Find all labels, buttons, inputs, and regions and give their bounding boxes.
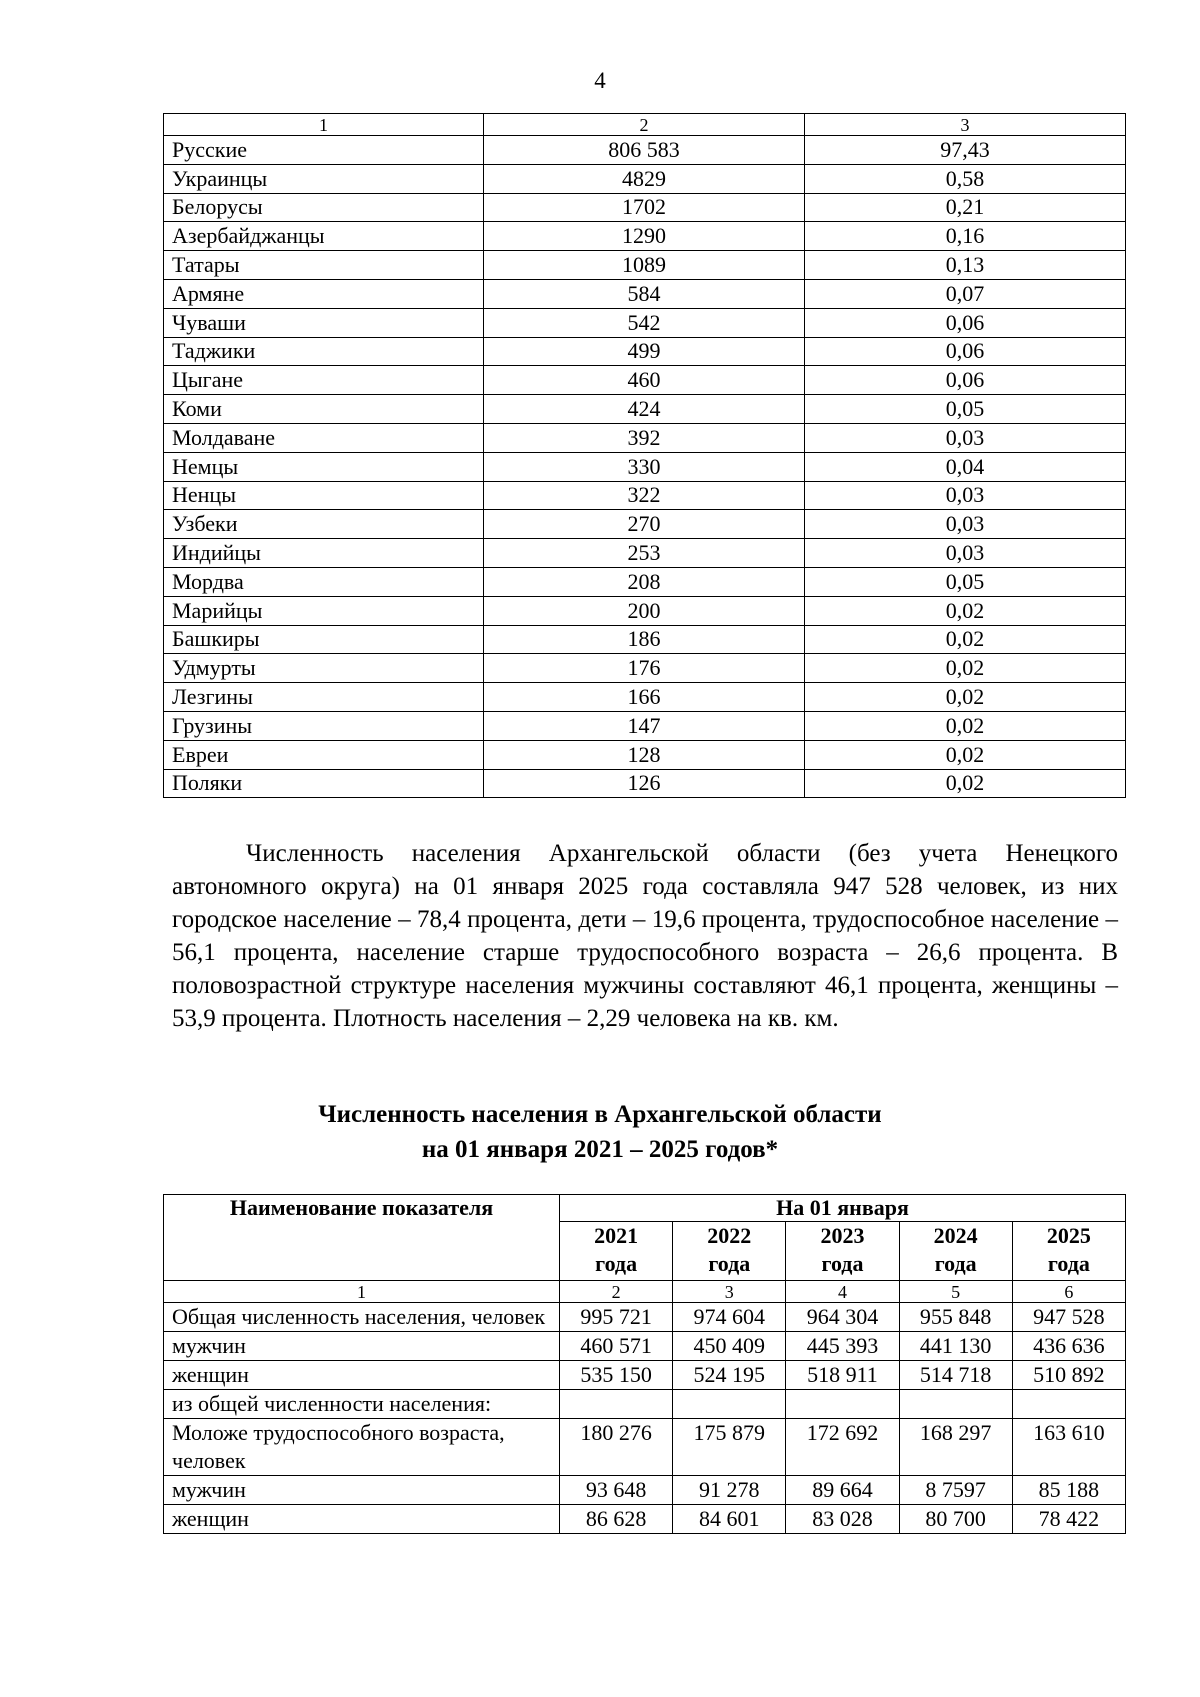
- population-share: 0,02: [805, 625, 1126, 654]
- indicator-value: [673, 1390, 786, 1419]
- year-header: [1012, 1222, 1125, 1281]
- population-count: 253: [484, 539, 805, 568]
- population-count: 1089: [484, 251, 805, 280]
- population-share: 0,13: [805, 251, 1126, 280]
- ethnic-group-name: Цыгане: [164, 366, 484, 395]
- table-row: [164, 1390, 1126, 1419]
- population-share: 0,02: [805, 596, 1126, 625]
- population-count: 200: [484, 596, 805, 625]
- population-share: 0,03: [805, 539, 1126, 568]
- population-count: 147: [484, 711, 805, 740]
- indicator-label: мужчин: [164, 1476, 560, 1505]
- column-number-row: [164, 114, 1126, 136]
- year-suffix: года: [595, 1251, 638, 1276]
- indicator-value: 436 636: [1012, 1332, 1125, 1361]
- population-share: 0,03: [805, 510, 1126, 539]
- population-count: 1290: [484, 222, 805, 251]
- population-share: 0,58: [805, 164, 1126, 193]
- table-row: [164, 366, 1126, 395]
- table-row: [164, 539, 1126, 568]
- table-row: [164, 1332, 1126, 1361]
- table-row: [164, 164, 1126, 193]
- page-number: 4: [594, 68, 606, 93]
- ethnic-group-name: Татары: [164, 251, 484, 280]
- ethnic-group-name: Поляки: [164, 769, 484, 798]
- table-row: [164, 1476, 1126, 1505]
- indicator-value: 441 130: [899, 1332, 1012, 1361]
- indicator-value: 8 7597: [899, 1476, 1012, 1505]
- table-row: [164, 136, 1126, 165]
- population-share: 0,21: [805, 193, 1126, 222]
- indicator-value: 974 604: [673, 1303, 786, 1332]
- indicator-value: [1012, 1390, 1125, 1419]
- population-share: 0,02: [805, 769, 1126, 798]
- table-title-line: Численность населения в Архангельской области: [318, 1101, 882, 1128]
- table-row: [164, 740, 1126, 769]
- indicator-label: Общая численность населения, человек: [164, 1303, 560, 1332]
- ethnic-group-name: Индийцы: [164, 539, 484, 568]
- indicator-label: женщин: [164, 1505, 560, 1534]
- indicator-value: 995 721: [560, 1303, 673, 1332]
- population-count: 176: [484, 654, 805, 683]
- indicator-value: 518 911: [786, 1361, 899, 1390]
- population-count: 208: [484, 567, 805, 596]
- indicator-value: 510 892: [1012, 1361, 1125, 1390]
- ethnic-group-name: Ненцы: [164, 481, 484, 510]
- table-row: [164, 1361, 1126, 1390]
- year-value: 2022: [707, 1223, 752, 1248]
- column-number: 1: [164, 1281, 560, 1303]
- table-row: [164, 193, 1126, 222]
- ethnic-group-name: Армяне: [164, 279, 484, 308]
- ethnic-group-name: Узбеки: [164, 510, 484, 539]
- indicator-value: 91 278: [673, 1476, 786, 1505]
- indicator-label: Моложе трудоспособного возраста, человек: [164, 1419, 560, 1476]
- indicator-value: 947 528: [1012, 1303, 1125, 1332]
- year-value: 2024: [933, 1223, 978, 1248]
- population-count: 584: [484, 279, 805, 308]
- indicator-value: 445 393: [786, 1332, 899, 1361]
- year-header: [899, 1222, 1012, 1281]
- indicator-value: 78 422: [1012, 1505, 1125, 1534]
- population-share: 0,03: [805, 481, 1126, 510]
- population-share: 0,06: [805, 308, 1126, 337]
- indicator-label: мужчин: [164, 1332, 560, 1361]
- population-count: 392: [484, 423, 805, 452]
- population-count: 460: [484, 366, 805, 395]
- population-share: 0,07: [805, 279, 1126, 308]
- ethnic-group-name: Удмурты: [164, 654, 484, 683]
- indicator-value: 83 028: [786, 1505, 899, 1534]
- table-row: [164, 683, 1126, 712]
- table-row: [164, 711, 1126, 740]
- population-count: 424: [484, 395, 805, 424]
- indicator-label: из общей численности населения:: [164, 1390, 560, 1419]
- indicator-value: 86 628: [560, 1505, 673, 1534]
- population-count: 542: [484, 308, 805, 337]
- table-title-line: на 01 января 2021 – 2025 годов*: [421, 1136, 779, 1163]
- population-share: 0,05: [805, 395, 1126, 424]
- indicator-value: 964 304: [786, 1303, 899, 1332]
- population-count: 126: [484, 769, 805, 798]
- column-number: 3: [673, 1281, 786, 1303]
- table-row: [164, 308, 1126, 337]
- indicator-value: 460 571: [560, 1332, 673, 1361]
- year-header: [786, 1222, 899, 1281]
- population-count: 806 583: [484, 136, 805, 165]
- ethnic-group-name: Мордва: [164, 567, 484, 596]
- table-row: [164, 625, 1126, 654]
- year-header: [560, 1222, 673, 1281]
- population-share: 0,04: [805, 452, 1126, 481]
- ethnic-group-name: Лезгины: [164, 683, 484, 712]
- table-row: [164, 769, 1126, 798]
- indicator-value: [786, 1390, 899, 1419]
- population-count: 499: [484, 337, 805, 366]
- column-number: 1: [164, 114, 484, 136]
- ethnic-group-name: Азербайджанцы: [164, 222, 484, 251]
- ethnic-group-name: Чуваши: [164, 308, 484, 337]
- indicator-value: 450 409: [673, 1332, 786, 1361]
- population-count: 330: [484, 452, 805, 481]
- population-share: 0,02: [805, 683, 1126, 712]
- population-share: 0,02: [805, 740, 1126, 769]
- population-share: 0,03: [805, 423, 1126, 452]
- column-number: 5: [899, 1281, 1012, 1303]
- table-row: [164, 654, 1126, 683]
- indicator-value: 172 692: [786, 1419, 899, 1476]
- column-number: 4: [786, 1281, 899, 1303]
- population-count: 166: [484, 683, 805, 712]
- table-row: [164, 251, 1126, 280]
- year-value: 2021: [594, 1223, 639, 1248]
- population-share: 0,06: [805, 337, 1126, 366]
- population-count: 322: [484, 481, 805, 510]
- year-value: 2025: [1046, 1223, 1091, 1248]
- ethnic-group-name: Немцы: [164, 452, 484, 481]
- table-row: [164, 1505, 1126, 1534]
- year-suffix: года: [821, 1251, 864, 1276]
- ethnic-group-name: Марийцы: [164, 596, 484, 625]
- body-paragraph: Численность населения Архангельской области (без учета Ненецкого автономного округа) на 01 января 2025 года составляла 947 528 человек, из них городское население – 78,4 процента, дети – 19,6 процента, трудоспособное население – 56,1 процента, население старше трудоспособного возраста – 26,6 процента. В половозрастной структуре населения мужчины составляют 46,1 процента, женщины – 53,9 процента. Плотность населения – 2,29 человека на кв. км.: [172, 840, 1118, 1032]
- table-row: [164, 510, 1126, 539]
- ethnic-group-name: Таджики: [164, 337, 484, 366]
- table-row: [164, 395, 1126, 424]
- population-share: 0,02: [805, 711, 1126, 740]
- table-row: [164, 481, 1126, 510]
- year-value: 2023: [820, 1223, 865, 1248]
- year-header: [673, 1222, 786, 1281]
- ethnic-composition-table: [163, 113, 1126, 798]
- population-share: 0,16: [805, 222, 1126, 251]
- population-share: 0,02: [805, 654, 1126, 683]
- year-suffix: года: [934, 1251, 977, 1276]
- indicator-value: 84 601: [673, 1505, 786, 1534]
- table-row: [164, 279, 1126, 308]
- table-row: [164, 222, 1126, 251]
- table-row: [164, 452, 1126, 481]
- ethnic-group-name: Грузины: [164, 711, 484, 740]
- indicator-header: Наименование показателя: [164, 1195, 560, 1281]
- population-share: 0,06: [805, 366, 1126, 395]
- indicator-value: 535 150: [560, 1361, 673, 1390]
- table-row: [164, 567, 1126, 596]
- indicator-value: [560, 1390, 673, 1419]
- indicator-value: 93 648: [560, 1476, 673, 1505]
- table-row: [164, 423, 1126, 452]
- table-row: [164, 337, 1126, 366]
- ethnic-group-name: Русские: [164, 136, 484, 165]
- indicator-value: 955 848: [899, 1303, 1012, 1332]
- year-suffix: года: [1047, 1251, 1090, 1276]
- population-count: 128: [484, 740, 805, 769]
- ethnic-group-name: Молдаване: [164, 423, 484, 452]
- ethnic-group-name: Белорусы: [164, 193, 484, 222]
- population-count: 4829: [484, 164, 805, 193]
- indicator-value: 175 879: [673, 1419, 786, 1476]
- population-table: [163, 1194, 1126, 1534]
- indicator-value: 180 276: [560, 1419, 673, 1476]
- population-count: 186: [484, 625, 805, 654]
- table-title: [0, 1097, 1200, 1167]
- table-row: [164, 1419, 1126, 1476]
- indicator-value: 514 718: [899, 1361, 1012, 1390]
- table-row: [164, 1303, 1126, 1332]
- column-number: 2: [560, 1281, 673, 1303]
- column-number: 2: [484, 114, 805, 136]
- indicator-value: 168 297: [899, 1419, 1012, 1476]
- indicator-label: женщин: [164, 1361, 560, 1390]
- ethnic-group-name: Украинцы: [164, 164, 484, 193]
- indicator-value: 163 610: [1012, 1419, 1125, 1476]
- column-number-row: [164, 1281, 1126, 1303]
- ethnic-group-name: Коми: [164, 395, 484, 424]
- indicator-value: [899, 1390, 1012, 1419]
- column-number: 6: [1012, 1281, 1125, 1303]
- population-share: 0,05: [805, 567, 1126, 596]
- table-row: [164, 596, 1126, 625]
- population-count: 1702: [484, 193, 805, 222]
- indicator-value: 524 195: [673, 1361, 786, 1390]
- date-group-header: На 01 января: [560, 1195, 1126, 1222]
- ethnic-group-name: Башкиры: [164, 625, 484, 654]
- population-count: 270: [484, 510, 805, 539]
- ethnic-group-name: Евреи: [164, 740, 484, 769]
- column-number: 3: [805, 114, 1126, 136]
- indicator-value: 85 188: [1012, 1476, 1125, 1505]
- population-share: 97,43: [805, 136, 1126, 165]
- year-suffix: года: [708, 1251, 751, 1276]
- indicator-value: 89 664: [786, 1476, 899, 1505]
- indicator-value: 80 700: [899, 1505, 1012, 1534]
